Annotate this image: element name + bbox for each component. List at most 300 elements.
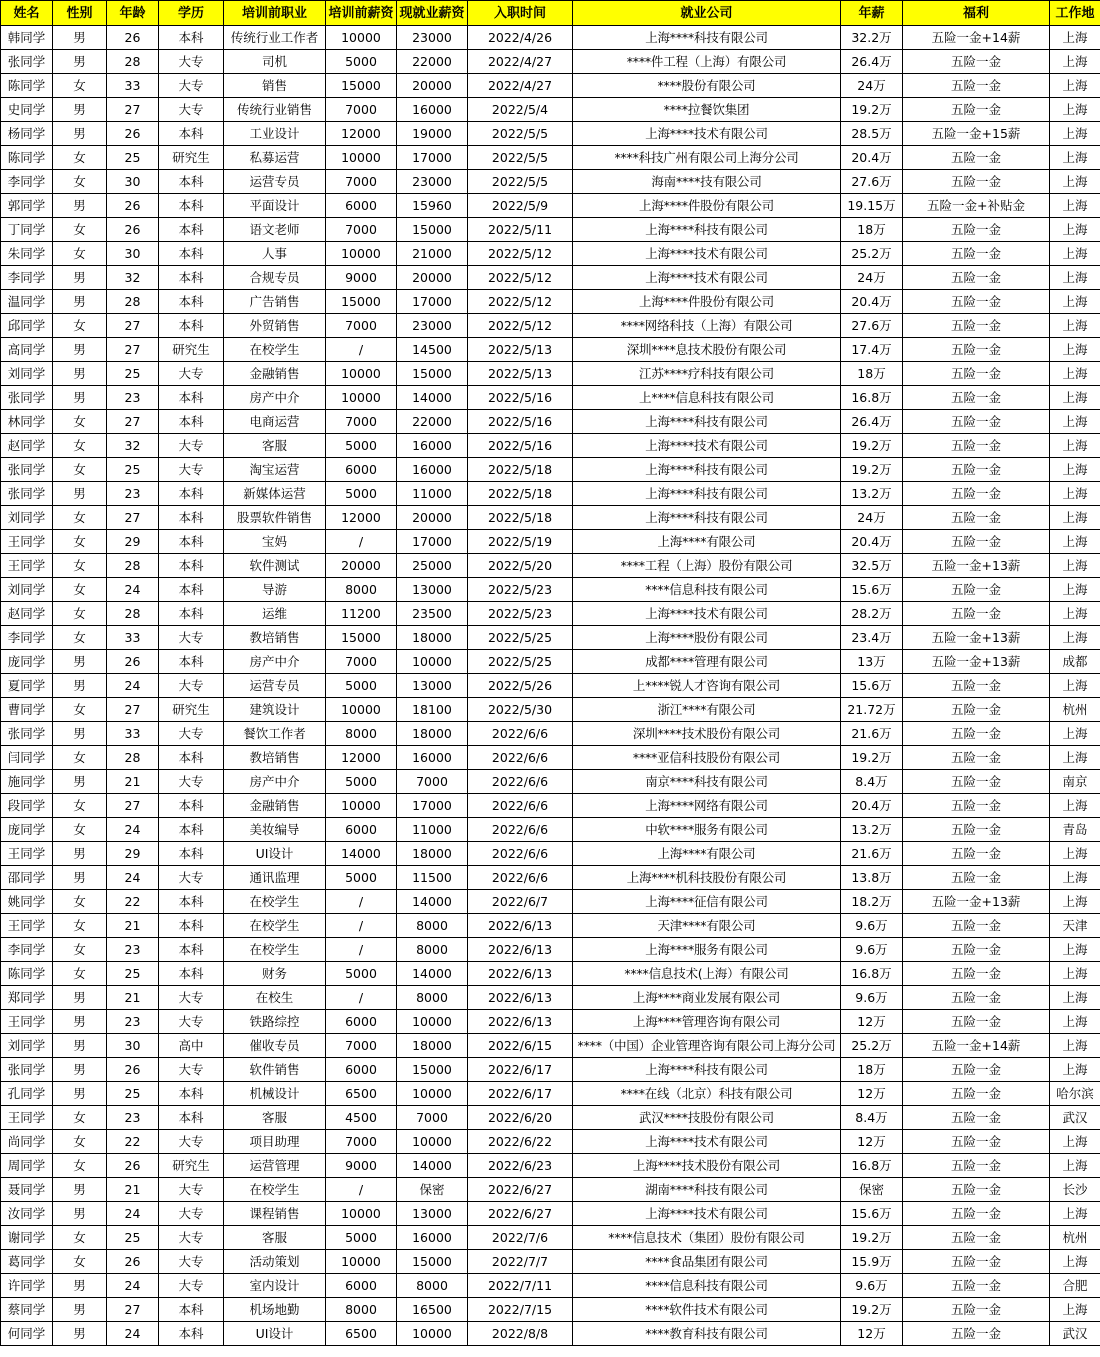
cell-annual-salary: 15.6万 xyxy=(841,1202,903,1226)
cell-current-salary: 8000 xyxy=(397,938,468,962)
cell-prior-salary: 10000 xyxy=(326,386,397,410)
cell-benefits: 五险一金 xyxy=(903,170,1050,194)
cell-prior-salary: 10000 xyxy=(326,794,397,818)
cell-current-salary: 10000 xyxy=(397,1010,468,1034)
cell-age: 27 xyxy=(107,98,159,122)
cell-gender: 女 xyxy=(53,746,107,770)
cell-company: 上海****技术有限公司 xyxy=(573,122,841,146)
cell-name: 庞同学 xyxy=(1,818,53,842)
header-work-city: 工作地 xyxy=(1050,1,1100,26)
cell-education: 本科 xyxy=(159,554,224,578)
table-row xyxy=(1,1322,1100,1346)
cell-company: 上****锐人才咨询有限公司 xyxy=(573,674,841,698)
cell-work-city: 上海 xyxy=(1050,794,1100,818)
cell-company: ****（中国）企业管理咨询有限公司上海分公司 xyxy=(573,1034,841,1058)
table-body xyxy=(1,26,1100,1346)
cell-age: 22 xyxy=(107,890,159,914)
cell-benefits: 五险一金 xyxy=(903,218,1050,242)
cell-gender: 男 xyxy=(53,722,107,746)
cell-prior-occupation: 室内设计 xyxy=(224,1274,326,1298)
cell-gender: 女 xyxy=(53,1106,107,1130)
cell-current-salary: 18100 xyxy=(397,698,468,722)
table-row xyxy=(1,578,1100,602)
cell-gender: 女 xyxy=(53,1154,107,1178)
cell-work-city: 上海 xyxy=(1050,746,1100,770)
cell-work-city: 成都 xyxy=(1050,650,1100,674)
cell-benefits: 五险一金 xyxy=(903,506,1050,530)
cell-annual-salary: 20.4万 xyxy=(841,530,903,554)
cell-gender: 女 xyxy=(53,170,107,194)
cell-company: 上海****科技有限公司 xyxy=(573,26,841,50)
cell-name: 刘同学 xyxy=(1,362,53,386)
cell-age: 26 xyxy=(107,650,159,674)
cell-prior-salary: 15000 xyxy=(326,74,397,98)
cell-gender: 女 xyxy=(53,146,107,170)
cell-hire-date: 2022/5/5 xyxy=(468,122,573,146)
cell-annual-salary: 9.6万 xyxy=(841,914,903,938)
cell-education: 本科 xyxy=(159,1082,224,1106)
cell-age: 27 xyxy=(107,338,159,362)
header-company: 就业公司 xyxy=(573,1,841,26)
cell-hire-date: 2022/6/6 xyxy=(468,770,573,794)
cell-annual-salary: 12万 xyxy=(841,1322,903,1346)
cell-work-city: 上海 xyxy=(1050,458,1100,482)
cell-benefits: 五险一金 xyxy=(903,722,1050,746)
cell-current-salary: 14000 xyxy=(397,962,468,986)
cell-gender: 女 xyxy=(53,434,107,458)
cell-company: ****食品集团有限公司 xyxy=(573,1250,841,1274)
cell-company: 天津****有限公司 xyxy=(573,914,841,938)
table-row xyxy=(1,458,1100,482)
cell-prior-salary: 7000 xyxy=(326,218,397,242)
cell-age: 26 xyxy=(107,218,159,242)
cell-hire-date: 2022/5/18 xyxy=(468,506,573,530)
header-gender: 性别 xyxy=(53,1,107,26)
cell-education: 本科 xyxy=(159,938,224,962)
cell-company: ****教育科技有限公司 xyxy=(573,1322,841,1346)
cell-work-city: 上海 xyxy=(1050,170,1100,194)
cell-work-city: 上海 xyxy=(1050,1034,1100,1058)
cell-annual-salary: 26.4万 xyxy=(841,50,903,74)
table-row xyxy=(1,914,1100,938)
cell-prior-occupation: 客服 xyxy=(224,1106,326,1130)
cell-benefits: 五险一金 xyxy=(903,938,1050,962)
cell-age: 27 xyxy=(107,794,159,818)
cell-work-city: 上海 xyxy=(1050,146,1100,170)
cell-prior-salary: 8000 xyxy=(326,578,397,602)
table-row xyxy=(1,770,1100,794)
cell-gender: 女 xyxy=(53,458,107,482)
cell-education: 本科 xyxy=(159,1298,224,1322)
cell-age: 22 xyxy=(107,1130,159,1154)
cell-company: 成都****管理有限公司 xyxy=(573,650,841,674)
cell-age: 27 xyxy=(107,1298,159,1322)
cell-prior-occupation: 在校学生 xyxy=(224,890,326,914)
cell-current-salary: 16000 xyxy=(397,1226,468,1250)
header-name: 姓名 xyxy=(1,1,53,26)
cell-benefits: 五险一金 xyxy=(903,794,1050,818)
cell-name: 孔同学 xyxy=(1,1082,53,1106)
cell-annual-salary: 24万 xyxy=(841,266,903,290)
cell-current-salary: 16000 xyxy=(397,434,468,458)
cell-gender: 男 xyxy=(53,1034,107,1058)
cell-education: 本科 xyxy=(159,410,224,434)
cell-work-city: 武汉 xyxy=(1050,1322,1100,1346)
cell-annual-salary: 12万 xyxy=(841,1010,903,1034)
table-row xyxy=(1,1010,1100,1034)
cell-age: 23 xyxy=(107,482,159,506)
cell-current-salary: 17000 xyxy=(397,794,468,818)
cell-company: ****工程（上海）股份有限公司 xyxy=(573,554,841,578)
cell-name: 王同学 xyxy=(1,842,53,866)
cell-name: 段同学 xyxy=(1,794,53,818)
cell-prior-occupation: 运维 xyxy=(224,602,326,626)
cell-work-city: 上海 xyxy=(1050,890,1100,914)
cell-gender: 男 xyxy=(53,194,107,218)
cell-company: ****信息技术(上海）有限公司 xyxy=(573,962,841,986)
cell-work-city: 上海 xyxy=(1050,842,1100,866)
cell-work-city: 上海 xyxy=(1050,74,1100,98)
cell-work-city: 上海 xyxy=(1050,194,1100,218)
cell-gender: 女 xyxy=(53,602,107,626)
cell-annual-salary: 16.8万 xyxy=(841,1154,903,1178)
cell-education: 本科 xyxy=(159,890,224,914)
cell-hire-date: 2022/5/12 xyxy=(468,314,573,338)
cell-hire-date: 2022/6/13 xyxy=(468,938,573,962)
cell-prior-salary: / xyxy=(326,914,397,938)
cell-work-city: 上海 xyxy=(1050,602,1100,626)
cell-prior-occupation: 销售 xyxy=(224,74,326,98)
cell-benefits: 五险一金 xyxy=(903,1010,1050,1034)
cell-current-salary: 22000 xyxy=(397,50,468,74)
cell-prior-salary: 5000 xyxy=(326,50,397,74)
cell-company: 上海****服务有限公司 xyxy=(573,938,841,962)
cell-prior-occupation: 在校生 xyxy=(224,986,326,1010)
cell-age: 24 xyxy=(107,1274,159,1298)
cell-prior-salary: 12000 xyxy=(326,122,397,146)
cell-current-salary: 10000 xyxy=(397,1130,468,1154)
table-row xyxy=(1,362,1100,386)
cell-prior-salary: 15000 xyxy=(326,290,397,314)
cell-company: 上海****管理咨询有限公司 xyxy=(573,1010,841,1034)
table-row xyxy=(1,1178,1100,1202)
cell-hire-date: 2022/5/20 xyxy=(468,554,573,578)
cell-current-salary: 23000 xyxy=(397,314,468,338)
cell-work-city: 上海 xyxy=(1050,362,1100,386)
cell-benefits: 五险一金 xyxy=(903,482,1050,506)
cell-hire-date: 2022/5/9 xyxy=(468,194,573,218)
cell-benefits: 五险一金 xyxy=(903,1274,1050,1298)
cell-name: 郑同学 xyxy=(1,986,53,1010)
cell-name: 张同学 xyxy=(1,458,53,482)
cell-current-salary: 22000 xyxy=(397,410,468,434)
cell-hire-date: 2022/5/18 xyxy=(468,458,573,482)
cell-education: 大专 xyxy=(159,770,224,794)
cell-annual-salary: 12万 xyxy=(841,1082,903,1106)
cell-company: ****股份有限公司 xyxy=(573,74,841,98)
cell-prior-salary: 8000 xyxy=(326,1298,397,1322)
cell-benefits: 五险一金 xyxy=(903,578,1050,602)
table-row xyxy=(1,1274,1100,1298)
cell-annual-salary: 18万 xyxy=(841,1058,903,1082)
cell-company: 上海****技术股份有限公司 xyxy=(573,1154,841,1178)
cell-education: 本科 xyxy=(159,842,224,866)
cell-work-city: 上海 xyxy=(1050,314,1100,338)
cell-education: 本科 xyxy=(159,194,224,218)
cell-work-city: 上海 xyxy=(1050,98,1100,122)
cell-prior-occupation: 电商运营 xyxy=(224,410,326,434)
cell-prior-salary: 5000 xyxy=(326,1226,397,1250)
cell-work-city: 上海 xyxy=(1050,338,1100,362)
cell-company: 上海****有限公司 xyxy=(573,530,841,554)
cell-company: 上海****科技有限公司 xyxy=(573,1058,841,1082)
header-current-salary: 现就业薪资 xyxy=(397,1,468,26)
cell-name: 韩同学 xyxy=(1,26,53,50)
cell-annual-salary: 24万 xyxy=(841,506,903,530)
cell-prior-occupation: 在校学生 xyxy=(224,914,326,938)
cell-name: 高同学 xyxy=(1,338,53,362)
cell-hire-date: 2022/6/6 xyxy=(468,842,573,866)
cell-prior-salary: / xyxy=(326,1178,397,1202)
cell-hire-date: 2022/6/6 xyxy=(468,722,573,746)
cell-company: ****拉餐饮集团 xyxy=(573,98,841,122)
cell-name: 刘同学 xyxy=(1,506,53,530)
cell-education: 本科 xyxy=(159,482,224,506)
cell-prior-salary: 6500 xyxy=(326,1082,397,1106)
cell-prior-occupation: 催收专员 xyxy=(224,1034,326,1058)
cell-name: 蔡同学 xyxy=(1,1298,53,1322)
cell-work-city: 上海 xyxy=(1050,1298,1100,1322)
cell-hire-date: 2022/6/7 xyxy=(468,890,573,914)
header-row xyxy=(1,1,1100,26)
cell-current-salary: 7000 xyxy=(397,1106,468,1130)
cell-prior-occupation: 传统行业工作者 xyxy=(224,26,326,50)
table-row xyxy=(1,26,1100,50)
cell-gender: 男 xyxy=(53,266,107,290)
cell-gender: 女 xyxy=(53,218,107,242)
cell-age: 26 xyxy=(107,194,159,218)
cell-education: 本科 xyxy=(159,242,224,266)
cell-gender: 女 xyxy=(53,1226,107,1250)
cell-prior-occupation: 课程销售 xyxy=(224,1202,326,1226)
cell-age: 30 xyxy=(107,242,159,266)
cell-education: 本科 xyxy=(159,26,224,50)
cell-work-city: 南京 xyxy=(1050,770,1100,794)
cell-current-salary: 11000 xyxy=(397,482,468,506)
cell-name: 陈同学 xyxy=(1,146,53,170)
cell-prior-salary: / xyxy=(326,986,397,1010)
cell-age: 23 xyxy=(107,1010,159,1034)
cell-education: 大专 xyxy=(159,1130,224,1154)
cell-company: 南京****科技有限公司 xyxy=(573,770,841,794)
table-row xyxy=(1,506,1100,530)
cell-company: 上海****件股份有限公司 xyxy=(573,194,841,218)
cell-name: 王同学 xyxy=(1,1106,53,1130)
cell-prior-salary: 7000 xyxy=(326,314,397,338)
cell-prior-occupation: 在校学生 xyxy=(224,338,326,362)
cell-education: 研究生 xyxy=(159,1154,224,1178)
cell-benefits: 五险一金 xyxy=(903,266,1050,290)
cell-education: 本科 xyxy=(159,386,224,410)
cell-name: 施同学 xyxy=(1,770,53,794)
cell-work-city: 上海 xyxy=(1050,242,1100,266)
table-row xyxy=(1,986,1100,1010)
cell-prior-salary: 6000 xyxy=(326,194,397,218)
table-row xyxy=(1,1298,1100,1322)
cell-benefits: 五险一金 xyxy=(903,962,1050,986)
cell-current-salary: 23000 xyxy=(397,26,468,50)
cell-prior-salary: 14000 xyxy=(326,842,397,866)
table-row xyxy=(1,242,1100,266)
cell-annual-salary: 19.15万 xyxy=(841,194,903,218)
cell-benefits: 五险一金 xyxy=(903,746,1050,770)
cell-benefits: 五险一金 xyxy=(903,458,1050,482)
cell-name: 汝同学 xyxy=(1,1202,53,1226)
cell-benefits: 五险一金 xyxy=(903,698,1050,722)
header-prior-occupation: 培训前职业 xyxy=(224,1,326,26)
cell-prior-occupation: 软件测试 xyxy=(224,554,326,578)
cell-prior-occupation: 平面设计 xyxy=(224,194,326,218)
cell-annual-salary: 28.2万 xyxy=(841,602,903,626)
cell-benefits: 五险一金 xyxy=(903,1322,1050,1346)
cell-education: 本科 xyxy=(159,962,224,986)
cell-work-city: 上海 xyxy=(1050,626,1100,650)
cell-prior-occupation: 淘宝运营 xyxy=(224,458,326,482)
cell-work-city: 上海 xyxy=(1050,1130,1100,1154)
cell-name: 温同学 xyxy=(1,290,53,314)
table-row xyxy=(1,314,1100,338)
table-row xyxy=(1,122,1100,146)
cell-education: 本科 xyxy=(159,794,224,818)
cell-current-salary: 25000 xyxy=(397,554,468,578)
cell-gender: 女 xyxy=(53,506,107,530)
cell-annual-salary: 13.2万 xyxy=(841,818,903,842)
table-row xyxy=(1,818,1100,842)
cell-prior-salary: 7000 xyxy=(326,98,397,122)
cell-company: 海南****技有限公司 xyxy=(573,170,841,194)
cell-benefits: 五险一金 xyxy=(903,1250,1050,1274)
cell-prior-occupation: 在校学生 xyxy=(224,1178,326,1202)
cell-current-salary: 保密 xyxy=(397,1178,468,1202)
cell-gender: 男 xyxy=(53,1010,107,1034)
cell-name: 张同学 xyxy=(1,386,53,410)
table-row xyxy=(1,866,1100,890)
cell-benefits: 五险一金 xyxy=(903,74,1050,98)
cell-hire-date: 2022/5/30 xyxy=(468,698,573,722)
cell-hire-date: 2022/6/15 xyxy=(468,1034,573,1058)
table-row xyxy=(1,698,1100,722)
cell-benefits: 五险一金+14薪 xyxy=(903,26,1050,50)
cell-hire-date: 2022/6/17 xyxy=(468,1058,573,1082)
cell-hire-date: 2022/5/12 xyxy=(468,290,573,314)
cell-company: 上海****有限公司 xyxy=(573,842,841,866)
cell-age: 24 xyxy=(107,674,159,698)
cell-benefits: 五险一金 xyxy=(903,1154,1050,1178)
cell-company: ****亚信科技股份有限公司 xyxy=(573,746,841,770)
cell-prior-occupation: 外贸销售 xyxy=(224,314,326,338)
cell-prior-occupation: 宝妈 xyxy=(224,530,326,554)
cell-company: 浙江****有限公司 xyxy=(573,698,841,722)
cell-benefits: 五险一金 xyxy=(903,914,1050,938)
cell-annual-salary: 20.4万 xyxy=(841,794,903,818)
cell-annual-salary: 9.6万 xyxy=(841,938,903,962)
cell-annual-salary: 26.4万 xyxy=(841,410,903,434)
cell-gender: 男 xyxy=(53,842,107,866)
cell-gender: 男 xyxy=(53,770,107,794)
cell-education: 大专 xyxy=(159,1202,224,1226)
cell-education: 大专 xyxy=(159,434,224,458)
cell-hire-date: 2022/7/7 xyxy=(468,1250,573,1274)
cell-hire-date: 2022/5/5 xyxy=(468,146,573,170)
cell-current-salary: 13000 xyxy=(397,578,468,602)
cell-prior-occupation: 铁路综控 xyxy=(224,1010,326,1034)
cell-prior-salary: 5000 xyxy=(326,434,397,458)
cell-education: 大专 xyxy=(159,1010,224,1034)
cell-gender: 女 xyxy=(53,794,107,818)
cell-age: 23 xyxy=(107,386,159,410)
cell-current-salary: 8000 xyxy=(397,914,468,938)
cell-education: 大专 xyxy=(159,986,224,1010)
cell-annual-salary: 21.6万 xyxy=(841,842,903,866)
table-row xyxy=(1,386,1100,410)
cell-hire-date: 2022/5/16 xyxy=(468,434,573,458)
cell-work-city: 上海 xyxy=(1050,938,1100,962)
cell-gender: 男 xyxy=(53,1082,107,1106)
cell-hire-date: 2022/7/11 xyxy=(468,1274,573,1298)
cell-annual-salary: 8.4万 xyxy=(841,770,903,794)
cell-gender: 男 xyxy=(53,98,107,122)
cell-education: 本科 xyxy=(159,914,224,938)
cell-gender: 男 xyxy=(53,122,107,146)
cell-work-city: 哈尔滨 xyxy=(1050,1082,1100,1106)
cell-name: 张同学 xyxy=(1,722,53,746)
cell-age: 25 xyxy=(107,362,159,386)
cell-name: 邱同学 xyxy=(1,314,53,338)
cell-prior-occupation: 房产中介 xyxy=(224,386,326,410)
cell-company: 上海****科技有限公司 xyxy=(573,410,841,434)
cell-current-salary: 23500 xyxy=(397,602,468,626)
cell-hire-date: 2022/6/23 xyxy=(468,1154,573,1178)
cell-benefits: 五险一金+13薪 xyxy=(903,626,1050,650)
cell-company: 上海****科技有限公司 xyxy=(573,506,841,530)
cell-current-salary: 10000 xyxy=(397,1322,468,1346)
cell-name: 曹同学 xyxy=(1,698,53,722)
cell-hire-date: 2022/6/20 xyxy=(468,1106,573,1130)
cell-annual-salary: 27.6万 xyxy=(841,170,903,194)
cell-prior-occupation: 客服 xyxy=(224,1226,326,1250)
cell-annual-salary: 15.6万 xyxy=(841,674,903,698)
cell-education: 本科 xyxy=(159,1106,224,1130)
cell-company: ****信息科技有限公司 xyxy=(573,1274,841,1298)
cell-name: 刘同学 xyxy=(1,1034,53,1058)
cell-gender: 男 xyxy=(53,1274,107,1298)
cell-work-city: 上海 xyxy=(1050,410,1100,434)
cell-hire-date: 2022/5/12 xyxy=(468,242,573,266)
cell-age: 21 xyxy=(107,986,159,1010)
cell-hire-date: 2022/5/16 xyxy=(468,386,573,410)
cell-gender: 男 xyxy=(53,338,107,362)
cell-age: 27 xyxy=(107,698,159,722)
cell-benefits: 五险一金 xyxy=(903,1298,1050,1322)
cell-company: ****信息技术（集团）股份有限公司 xyxy=(573,1226,841,1250)
cell-name: 何同学 xyxy=(1,1322,53,1346)
cell-hire-date: 2022/4/26 xyxy=(468,26,573,50)
cell-age: 33 xyxy=(107,626,159,650)
cell-work-city: 上海 xyxy=(1050,1202,1100,1226)
cell-gender: 男 xyxy=(53,290,107,314)
cell-current-salary: 16500 xyxy=(397,1298,468,1322)
cell-company: 上海****技术有限公司 xyxy=(573,602,841,626)
